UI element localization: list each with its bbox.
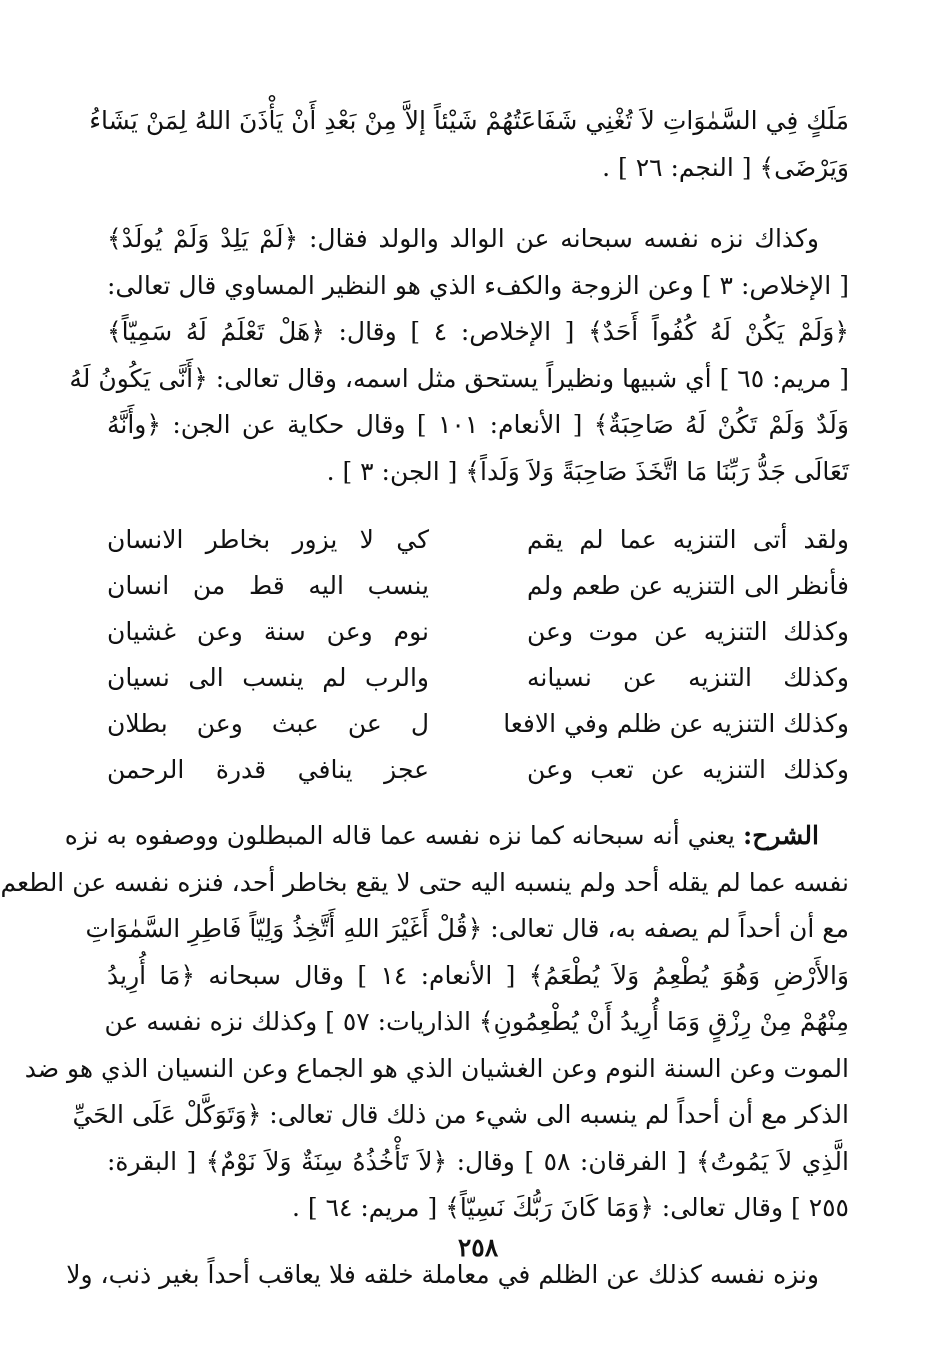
text-line: مع أن أحداً لم يصفه به، قال تعالى: ﴿قُلْ أَغَيْرَ اللهِ أَتَّخِذُ وَلِيّاً فَاطِرِ السَّمٰوَاتِ [85,914,849,943]
poem-verse [107,517,849,563]
verse-first-hemistich: وكذلك التنزيه عن موت وعن [527,617,849,646]
text-line: الموت وعن السنة النوم وعن الغشيان الذي هو الجماع وعن النسيان الذي هو ضد [24,1053,849,1083]
text-line: مِنْهُمْ مِنْ رِزْقٍ وَمَا أُرِيدُ أَنْ يُطْعِمُونِ﴾ الذاريات: ٥٧ ] وكذلك نزه نفسه عن [104,1007,849,1036]
text-line: وَلَدٌ وَلَمْ تَكُنْ لَهُ صَاحِبَةٌ﴾ [ الأنعام: ١٠١ ] وقال حكاية عن الجن: ﴿وأَنَّهُ [107,410,849,439]
commentary-label: الشرح: [742,821,819,850]
text-line: وكذاك نزه نفسه سبحانه عن الوالد والولد فقال: ﴿لَمْ يَلِدْ وَلَمْ يُولَدْ﴾ [107,224,819,253]
text-line: الَّذِي لاَ يَمُوتُ﴾ [ الفرقان: ٥٨ ] وقال: ﴿لاَ تَأْخُذُهُ سِنَةٌ وَلاَ نَوْمٌ﴾ [ البقرة: [107,1146,849,1176]
text-line: [ الإخلاص: ٣ ] وعن الزوجة والكفء الذي هو النظير المساوي قال تعالى: [107,270,849,300]
poem [107,517,849,793]
verse-second-hemistich: كي لا يزور بخاطر الانسان [107,525,429,554]
poem-verse [107,609,849,655]
text-line: مَلَكٍ فِي السَّمٰوَاتِ لاَ تُغْنِي شَفَاعَتُهُمْ شَيْئاً إلاَّ مِنْ بَعْدِ أَنْ يَأْذَنَ اللهُ لِمَنْ يَشَاءُ [89,106,849,135]
paragraph-1 [89,98,849,191]
text-line: وَيَرْضَى﴾ [ النجم: ٢٦ ] . [602,152,849,182]
verse-second-hemistich: نوم وعن سنة وعن غشيان [107,617,429,646]
verse-second-hemistich: عجز ينافي قدرة الرحمن [107,755,429,784]
paragraph-3-commentary [0,813,849,1232]
text-line: الذكر مع أن أحداً لم ينسبه الى شيء من ذلك قال تعالى: ﴿وَتَوَكَّلْ عَلَى الحَيِّ [72,1100,849,1129]
text-line: ونزه نفسه كذلك عن الظلم في معاملة خلقه فلا يعاقب أحداً بغير ذنب، ولا [66,1259,819,1289]
verse-first-hemistich: وكذلك التنزيه عن ظلم وفي الافعا [503,709,849,738]
text-line: نفسه عما لم يقله أحد ولم ينسبه اليه حتى لا يقع بخاطر أحد، فنزه نفسه عن الطعم [0,867,849,897]
text-line: تَعَالَى جَدُّ رَبِّنَا مَا اتَّخَذَ صَاحِبَةً وَلاَ وَلَداً﴾ [ الجن: ٣ ] . [326,456,849,486]
verse-first-hemistich: فأنظر الى التنزيه عن طعم ولم [527,571,849,600]
verse-first-hemistich: وكذلك التنزيه عن تعب وعن [527,755,849,784]
verse-first-hemistich: ولقد أتى التنزيه عما لم يقم [527,525,849,554]
poem-verse [107,701,849,747]
poem-verse [107,563,849,609]
text-line: ٢٥٥ ] وقال تعالى: ﴿وَمَا كَانَ رَبُّكَ نَسِيّاً﴾ [ مريم: ٦٤ ] . [291,1193,849,1222]
poem-verse [107,655,849,701]
verse-second-hemistich: والرب لم ينسب الى نسيان [107,663,429,692]
text-line: [ مريم: ٦٥ ] أي شبيها ونظيراً يستحق مثل اسمه، وقال تعالى: ﴿أَنَّى يَكُونُ لَهُ [69,363,849,393]
verse-second-hemistich: ل عن عبث وعن بطلان [107,709,429,738]
page-body [0,98,850,1307]
verse-second-hemistich: ينسب اليه قط من انسان [107,571,429,600]
paragraph-2 [69,216,850,495]
text-line [64,813,849,860]
verse-first-hemistich: وكذلك التنزيه عن نسيانه [527,663,849,692]
text-line: وَالأَرْضِ وَهُوَ يُطْعِمُ وَلاَ يُطْعَمُ﴾ [ الأنعام: ١٤ ] وقال سبحانه ﴿مَا أُرِيدُ [107,960,849,990]
text-line-rest: يعني أنه سبحانه كما نزه نفسه عما قاله المبطلون ووصفوه به نزه [64,821,743,850]
poem-verse [107,747,849,793]
text-line: ﴿وَلَمْ يَكُنْ لَهُ كُفُواً أَحَدٌ﴾ [ الإخلاص: ٤ ] وقال: ﴿هَلْ تَعْلَمُ لَهُ سَمِيّاً﴾ [107,317,850,346]
page-number: ٢٥٨ [457,1233,499,1262]
